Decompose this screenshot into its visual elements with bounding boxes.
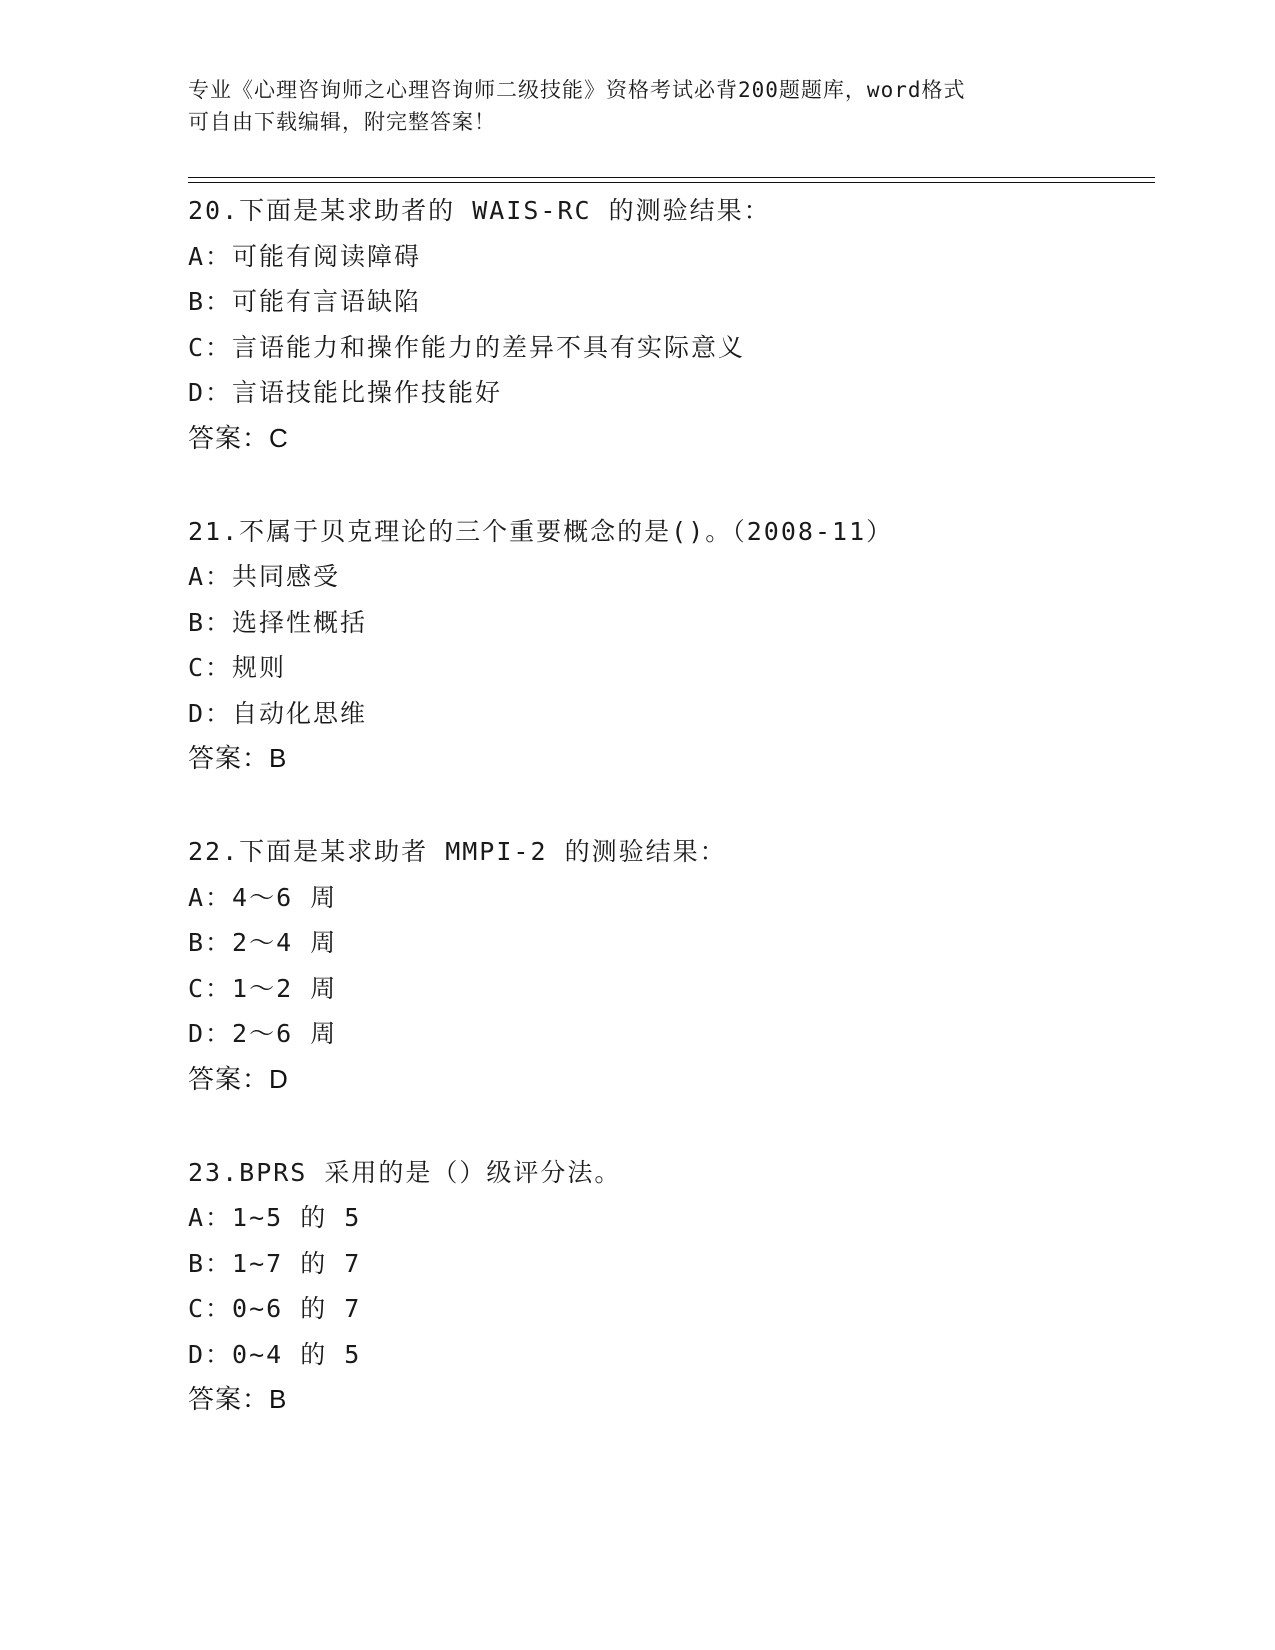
option-a: A：1~5 的 5 xyxy=(188,1203,362,1232)
document-header xyxy=(188,74,1088,138)
option-d: D：0~4 的 5 xyxy=(188,1339,362,1369)
answer-line: 答案：B xyxy=(188,1384,288,1414)
option-d: D：自动化思维 xyxy=(188,698,368,728)
option-c: C：规则 xyxy=(188,653,287,682)
question-21 xyxy=(188,509,1148,782)
question-23 xyxy=(188,1150,1148,1423)
header-line-1: 专业《心理咨询师之心理咨询师二级技能》资格考试必背200题题库，word格式 xyxy=(188,78,966,102)
option-c: C：言语能力和操作能力的差异不具有实际意义 xyxy=(188,332,746,362)
question-stem: 22.下面是某求助者 MMPI-2 的测验结果： xyxy=(188,837,727,866)
question-22 xyxy=(188,829,1148,1102)
option-c: C：1～2 周 xyxy=(188,973,338,1003)
header-divider-bottom xyxy=(188,182,1155,183)
option-a: A：可能有阅读障碍 xyxy=(188,241,422,271)
answer-line: 答案：C xyxy=(188,422,289,453)
question-stem: 23.BPRS 采用的是（）级评分法。 xyxy=(188,1157,622,1187)
option-c: C：0~6 的 7 xyxy=(188,1294,362,1323)
question-20 xyxy=(188,188,1148,461)
question-stem: 21.不属于贝克理论的三个重要概念的是()。（2008-11） xyxy=(188,516,894,546)
option-b: B：2～4 周 xyxy=(188,928,338,957)
answer-line: 答案：B xyxy=(188,743,288,773)
question-stem: 20.下面是某求助者的 WAIS-RC 的测验结果： xyxy=(188,196,771,225)
option-a: A：4～6 周 xyxy=(188,882,338,912)
option-d: D：2～6 周 xyxy=(188,1019,338,1048)
answer-line: 答案：D xyxy=(188,1063,289,1094)
question-list xyxy=(188,188,1148,1470)
option-a: A：共同感受 xyxy=(188,562,341,591)
header-divider-top xyxy=(188,177,1155,178)
option-b: B：可能有言语缺陷 xyxy=(188,287,422,316)
option-b: B：1~7 的 7 xyxy=(188,1248,362,1278)
option-d: D：言语技能比操作技能好 xyxy=(188,378,503,407)
header-line-2: 可自由下载编辑，附完整答案！ xyxy=(188,110,496,134)
option-b: B：选择性概括 xyxy=(188,607,368,637)
